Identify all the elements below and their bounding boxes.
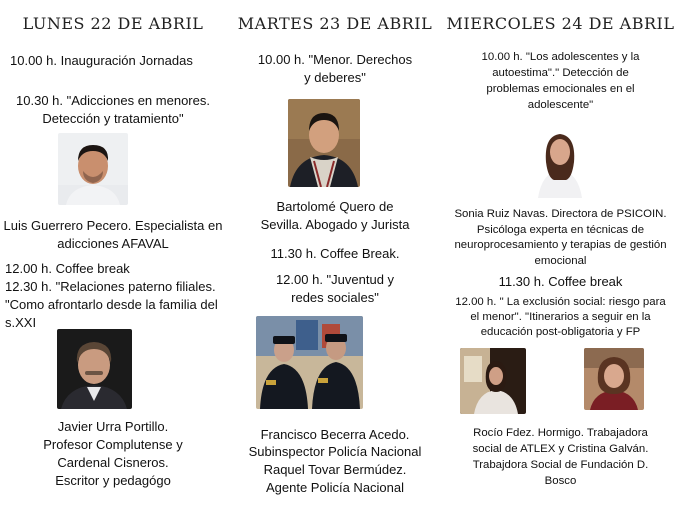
schedule-line: el menor". "Itinerarios a seguir en la (470, 311, 651, 323)
schedule-line: 10.00 h. "Los adolescentes y la (481, 51, 640, 63)
schedule-line: 12.30 h. "Relaciones paterno filiales. (5, 279, 216, 294)
schedule-line: 11.30 h. Coffee Break. (270, 246, 400, 261)
schedule-line: 10.00 h. "Menor. Derechos (257, 52, 413, 67)
speaker-line: Cardenal Cisneros. (57, 455, 169, 470)
column-wednesday (444, 0, 677, 523)
speaker-photo-javier (57, 329, 132, 409)
speaker-photo-sonia (532, 122, 588, 198)
column-monday (0, 0, 226, 523)
schedule-line: educación post-obligatoria y FP (480, 326, 641, 338)
speaker-line: adicciones AFAVAL (57, 236, 169, 251)
speaker-line: Francisco Becerra Acedo. (260, 427, 410, 442)
schedule-line: 10.30 h. "Adicciones en menores. (16, 93, 210, 108)
schedule-line: Detección y tratamiento" (42, 111, 184, 126)
speaker-line: Trabajdora Social de Fundación D. (472, 459, 649, 471)
speaker-photo-rocio (460, 348, 526, 414)
day-heading-wednesday: MIERCOLES 24 DE ABRIL (446, 14, 675, 33)
day-heading-monday: LUNES 22 DE ABRIL (22, 14, 204, 33)
speaker-line: Psicóloga experta en técnicas de (476, 224, 645, 236)
schedule-line: autoestima"." Detección de (492, 67, 629, 79)
speaker-line: Escritor y pedagógo (55, 473, 171, 488)
schedule-line: s.XXI (5, 315, 37, 330)
speaker-line: Rocío Fdez. Hormigo. Trabajadora (473, 427, 648, 439)
speaker-line: Bartolomé Quero de (276, 199, 394, 214)
schedule-line: redes sociales" (291, 290, 379, 305)
speaker-photo-luis (58, 133, 128, 205)
speaker-line: Javier Urra Portillo. (57, 419, 169, 434)
schedule-line: 12.00 h. "Juventud y (275, 272, 395, 287)
schedule-line: 12.00 h. " La exclusión social: riesgo para (455, 296, 666, 308)
speaker-line: social de ATLEX y Cristina Galván. (472, 443, 649, 455)
speaker-line: Raquel Tovar Bermúdez. (263, 462, 407, 477)
schedule-line: adolescente" (527, 99, 594, 111)
speaker-photo-cristina (584, 348, 644, 410)
speaker-line: Subinspector Policía Nacional (248, 444, 422, 459)
column-tuesday (226, 0, 444, 523)
speaker-line: Profesor Complutense y (43, 437, 183, 452)
speaker-line: Sevilla. Abogado y Jurista (260, 217, 410, 232)
speaker-line: Agente Policía Nacional (265, 480, 405, 495)
schedule-line: problemas emocionales en el (486, 83, 635, 95)
schedule-line: 12.00 h. Coffee break (5, 261, 130, 276)
schedule-line: y deberes" (304, 70, 366, 85)
schedule-line: 10.00 h. Inauguración Jornadas (10, 53, 193, 68)
speaker-line: emocional (534, 255, 587, 267)
speaker-photo-police (256, 316, 363, 409)
schedule-line: "Como afrontarlo desde la familia del (5, 297, 218, 312)
speaker-line: neuroprocesamiento y terapias de gestión (454, 239, 667, 251)
speaker-line: Sonia Ruiz Navas. Directora de PSICOIN. (454, 208, 667, 220)
speaker-line: Luis Guerrero Pecero. Especialista en (3, 218, 223, 233)
schedule-line: 11.30 h. Coffee break (498, 274, 623, 289)
speaker-line: Bosco (544, 475, 577, 487)
day-heading-tuesday: MARTES 23 DE ABRIL (237, 14, 433, 33)
speaker-photo-bartolome (288, 99, 360, 187)
